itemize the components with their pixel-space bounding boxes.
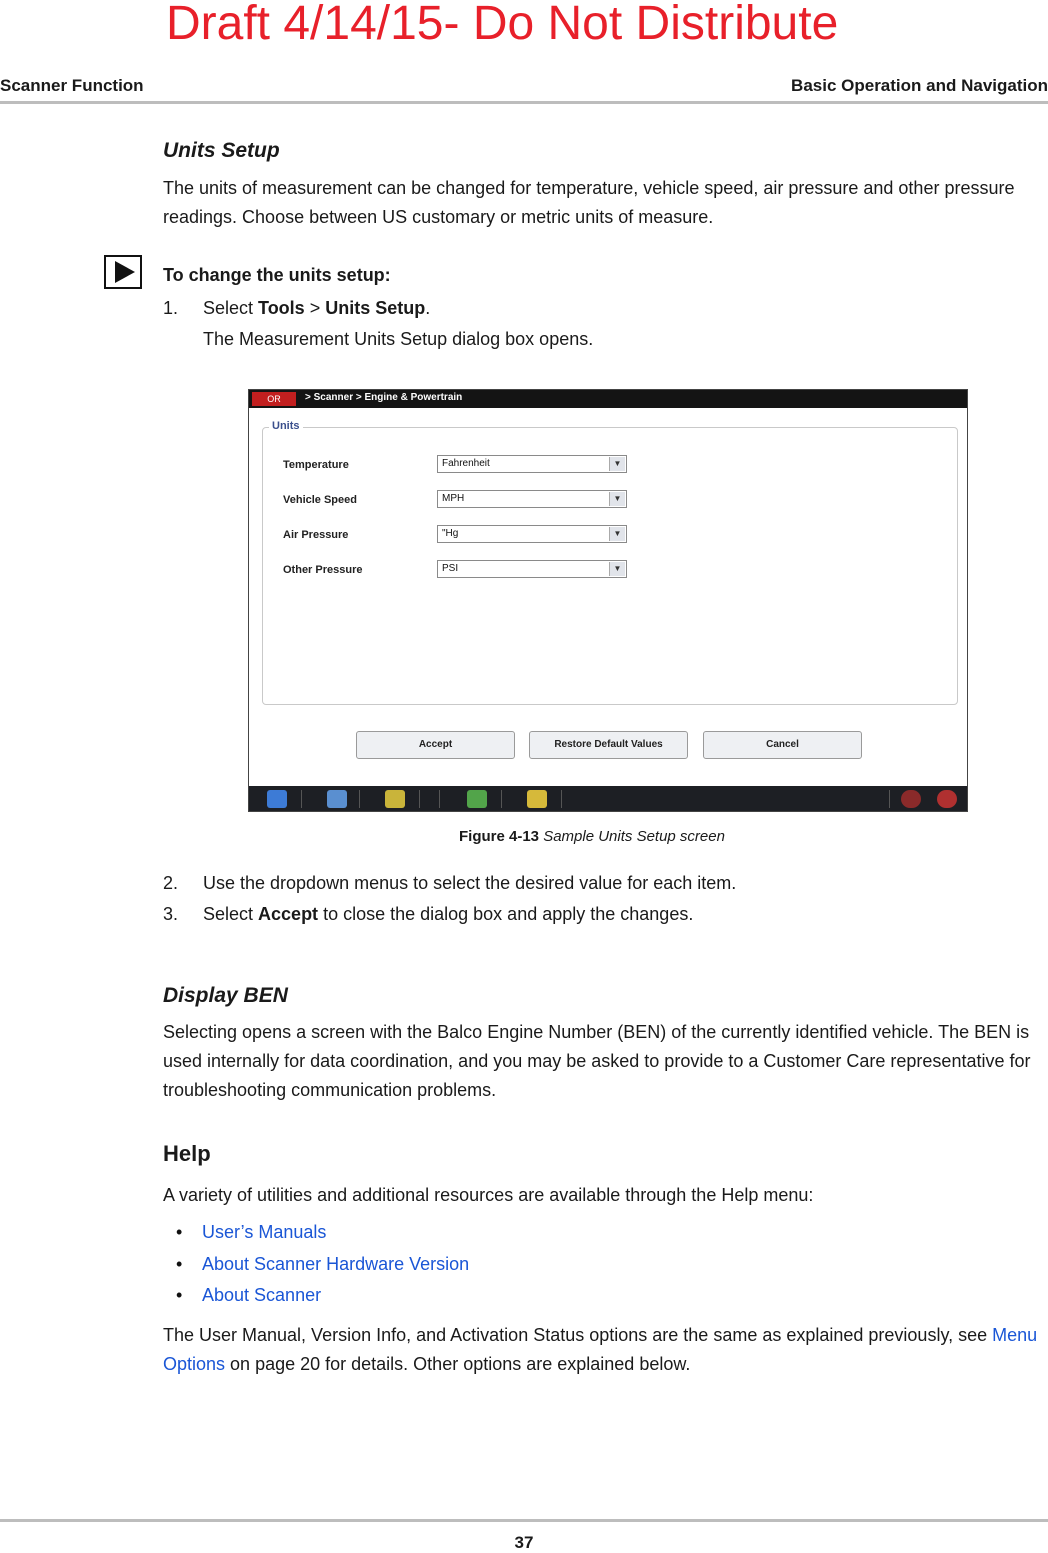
units-group-label: Units bbox=[269, 420, 303, 432]
draft-watermark: Draft 4/14/15- Do Not Distribute bbox=[166, 0, 839, 50]
taskbar-divider bbox=[359, 790, 360, 808]
taskbar-divider bbox=[439, 790, 440, 808]
figure-label: Figure 4-13 bbox=[459, 828, 540, 845]
help-heading: Help bbox=[163, 1141, 211, 1166]
bullet-icon: • bbox=[176, 1285, 183, 1305]
link-hardware-version[interactable]: About Scanner Hardware Version bbox=[202, 1254, 470, 1274]
accept-button[interactable]: Accept bbox=[356, 731, 515, 759]
display-ben-body: Selecting opens a screen with the Balco Engine Number (BEN) of the currently identified vehicle. The BEN is used internally for data coordination, and you may be asked to provide to a Customer Care representative for troubleshooting communication problems. bbox=[163, 1022, 1031, 1100]
step-number: 3. bbox=[163, 904, 179, 924]
units-setup-intro: The units of measurement can be changed for temperature, vehicle speed, air pressure and other pressure readings. Choose between US customary or metric units of measure. bbox=[163, 178, 1015, 227]
temperature-value: Fahrenheit bbox=[442, 458, 490, 469]
wireless-status-icon[interactable] bbox=[901, 790, 921, 808]
step-number: 1. bbox=[163, 298, 179, 318]
other-pressure-dropdown[interactable] bbox=[437, 560, 627, 578]
temperature-label: Temperature bbox=[283, 459, 349, 471]
step-1: 1. Select Tools > Units Setup. bbox=[163, 298, 431, 318]
step-2: 2. Use the dropdown menus to select the desired value for each item. bbox=[163, 873, 737, 893]
help-item-hardware-version[interactable] bbox=[176, 1254, 469, 1275]
page-number: 37 bbox=[514, 1533, 534, 1552]
link-about-scanner[interactable]: About Scanner bbox=[202, 1285, 322, 1305]
vehicle-speed-dropdown[interactable] bbox=[437, 490, 627, 508]
footer-rule bbox=[0, 1519, 1048, 1522]
menu-units-setup-text: Units Setup bbox=[325, 298, 426, 318]
procedure-title: To change the units setup: bbox=[163, 265, 391, 285]
vehicle-speed-value: MPH bbox=[442, 493, 465, 504]
procedure-arrow-icon bbox=[104, 255, 142, 289]
app-logo: OR bbox=[252, 392, 296, 406]
menu-options-link[interactable]: Menu Options bbox=[163, 1325, 1038, 1374]
header-chapter-title: Basic Operation and Navigation bbox=[791, 76, 1048, 95]
screenshot-taskbar bbox=[249, 786, 967, 812]
bullet-icon: • bbox=[176, 1254, 183, 1274]
tools-icon[interactable] bbox=[467, 790, 487, 808]
help-intro: A variety of utilities and additional resources are available through the Help menu: bbox=[163, 1185, 814, 1205]
chevron-down-icon[interactable]: ▼ bbox=[609, 527, 625, 541]
vehicle-info-icon[interactable] bbox=[327, 790, 347, 808]
chevron-down-icon[interactable]: ▼ bbox=[609, 562, 625, 576]
screenshot-title-bar bbox=[249, 390, 967, 408]
bullet-icon: • bbox=[176, 1222, 183, 1242]
step-3: 3. Select Accept to close the dialog box and apply the changes. bbox=[163, 904, 694, 924]
air-pressure-value: "Hg bbox=[442, 528, 459, 539]
step-1-result: The Measurement Units Setup dialog box opens. bbox=[203, 329, 594, 349]
cancel-button[interactable]: Cancel bbox=[703, 731, 862, 759]
figure-caption-text: Sample Units Setup screen bbox=[539, 828, 725, 845]
link-users-manuals[interactable]: User’s Manuals bbox=[202, 1222, 327, 1242]
taskbar-divider bbox=[889, 790, 890, 808]
menu-tools-text: Tools bbox=[258, 298, 305, 318]
home-icon[interactable] bbox=[267, 790, 287, 808]
accept-text: Accept bbox=[258, 904, 319, 924]
chevron-down-icon[interactable]: ▼ bbox=[609, 492, 625, 506]
units-setup-heading: Units Setup bbox=[163, 139, 280, 162]
taskbar-divider bbox=[419, 790, 420, 808]
figure-caption bbox=[459, 828, 725, 845]
taskbar-divider bbox=[301, 790, 302, 808]
connection-status-icon[interactable] bbox=[937, 790, 957, 808]
help-outro: The User Manual, Version Info, and Activation Status options are the same as explained previously, see Menu Options on page 20 for details. Other options are explained below. bbox=[163, 1325, 1038, 1374]
chevron-down-icon[interactable]: ▼ bbox=[609, 457, 625, 471]
vehicle-speed-label: Vehicle Speed bbox=[283, 494, 357, 506]
breadcrumb: > Scanner > Engine & Powertrain bbox=[305, 392, 463, 403]
help-item-about-scanner[interactable] bbox=[176, 1285, 321, 1306]
header-rule bbox=[0, 101, 1048, 104]
taskbar-divider bbox=[501, 790, 502, 808]
other-pressure-value: PSI bbox=[442, 563, 459, 574]
taskbar-divider bbox=[561, 790, 562, 808]
temperature-dropdown[interactable] bbox=[437, 455, 627, 473]
other-pressure-label: Other Pressure bbox=[283, 564, 363, 576]
files-icon[interactable] bbox=[527, 790, 547, 808]
units-setup-screenshot bbox=[248, 389, 968, 812]
data-list-icon[interactable] bbox=[385, 790, 405, 808]
display-ben-heading: Display BEN bbox=[163, 984, 288, 1007]
help-item-users-manuals[interactable] bbox=[176, 1222, 326, 1243]
air-pressure-label: Air Pressure bbox=[283, 529, 349, 541]
air-pressure-dropdown[interactable] bbox=[437, 525, 627, 543]
header-section-title: Scanner Function bbox=[0, 76, 144, 95]
step-number: 2. bbox=[163, 873, 179, 893]
restore-defaults-button[interactable]: Restore Default Values bbox=[529, 731, 688, 759]
